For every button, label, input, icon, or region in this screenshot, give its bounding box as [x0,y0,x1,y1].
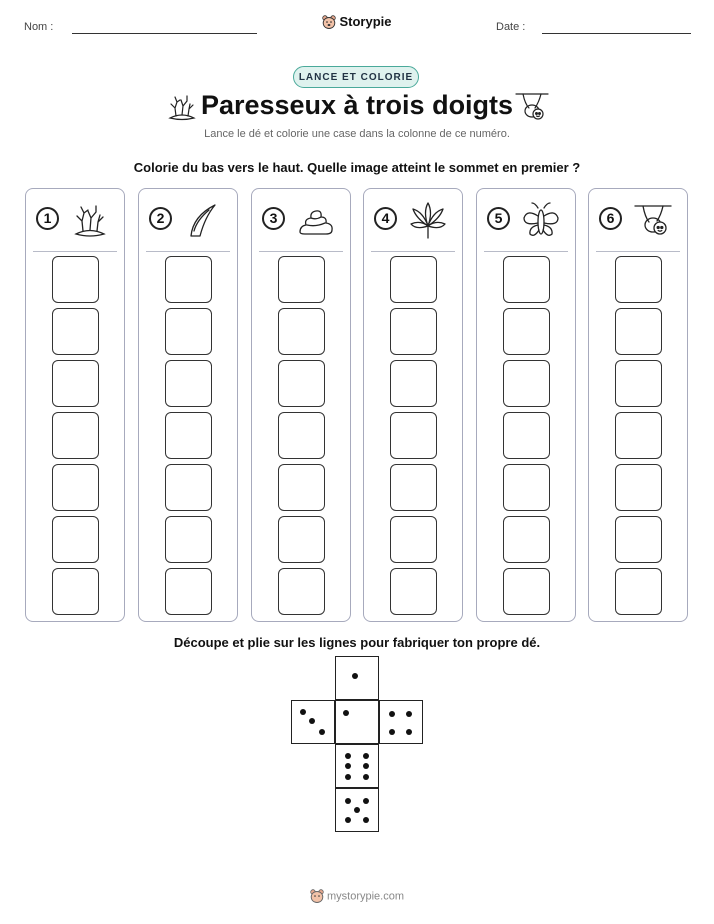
coloring-box[interactable] [503,516,550,563]
column-number: 1 [36,207,59,230]
die-face-1 [335,656,379,700]
column-1 [25,188,125,622]
column-2 [138,188,238,622]
coloring-box[interactable] [615,568,662,615]
column-number: 5 [487,207,510,230]
die-pip [345,817,351,823]
name-field[interactable] [72,33,257,34]
coloring-box[interactable] [278,568,325,615]
coloring-box[interactable] [615,360,662,407]
moth-icon [521,200,561,240]
instruction-text: Colorie du bas vers le haut. Quelle image atteint le sommet en premier ? [133,160,581,175]
die-pip [309,718,315,724]
footer-url[interactable]: mystorypie.com [326,890,405,903]
die-pip [345,798,351,804]
coloring-box[interactable] [615,516,662,563]
claw-icon [183,200,223,240]
storypie-bear-icon [310,889,324,904]
column-number: 2 [149,207,172,230]
page-subtitle: Lance le dé et colorie une case dans la colonne de ce numéro. [204,128,510,140]
coral-icon [70,200,110,240]
coloring-box[interactable] [390,568,437,615]
coloring-box[interactable] [390,360,437,407]
coloring-box[interactable] [615,412,662,459]
footer [0,889,714,904]
coloring-box[interactable] [165,516,212,563]
activity-badge: LANCE ET COLORIE [293,66,419,88]
coloring-box[interactable] [165,568,212,615]
die-pip [389,729,395,735]
brand-name: Storypie [339,14,392,29]
coloring-box[interactable] [165,256,212,303]
die-pip [363,774,369,780]
coloring-box[interactable] [52,516,99,563]
column-number: 3 [262,207,285,230]
coloring-box[interactable] [52,412,99,459]
die-pip [352,673,358,679]
coloring-box[interactable] [278,412,325,459]
dung-icon [296,200,336,240]
coloring-box[interactable] [503,412,550,459]
coloring-box[interactable] [52,256,99,303]
die-face-1 [335,700,379,744]
die-pip [354,807,360,813]
die-pip [389,711,395,717]
coloring-box[interactable] [503,568,550,615]
die-face-4 [379,700,423,744]
die-face-6 [335,744,379,788]
coloring-box[interactable] [390,308,437,355]
coloring-box[interactable] [52,308,99,355]
sloth-icon [633,200,673,240]
die-pip [345,774,351,780]
leaf-icon [408,200,448,240]
coloring-box[interactable] [503,464,550,511]
coloring-box[interactable] [278,308,325,355]
coloring-box[interactable] [503,256,550,303]
die-pip [363,753,369,759]
die-pip [300,709,306,715]
column-3 [251,188,351,622]
name-label: Nom : [24,21,54,33]
die-pip [319,729,325,735]
coloring-box[interactable] [390,256,437,303]
date-field[interactable] [542,33,691,34]
column-number: 4 [374,207,397,230]
die-pip [363,763,369,769]
die-pip [345,763,351,769]
brand-logo [0,14,714,30]
die-pip [406,729,412,735]
die-face-3 [291,700,335,744]
column-header [252,189,350,251]
coloring-box[interactable] [503,308,550,355]
coloring-box[interactable] [615,464,662,511]
die-pip [406,711,412,717]
die-pip [363,817,369,823]
coloring-box[interactable] [390,412,437,459]
column-number: 6 [599,207,622,230]
die-pip [343,710,349,716]
coloring-box[interactable] [165,360,212,407]
coloring-box[interactable] [278,464,325,511]
column-header [26,189,124,251]
coloring-box[interactable] [615,308,662,355]
die-face-5 [335,788,379,832]
column-header [477,189,575,251]
coloring-box[interactable] [503,360,550,407]
coloring-box[interactable] [165,308,212,355]
page-title: Paresseux à trois doigts [200,90,514,120]
coloring-box[interactable] [278,256,325,303]
coloring-box[interactable] [390,516,437,563]
die-pip [363,798,369,804]
column-4 [363,188,463,622]
coloring-box[interactable] [278,360,325,407]
coloring-box[interactable] [52,360,99,407]
date-label: Date : [496,21,526,33]
column-header [364,189,462,251]
column-header [139,189,237,251]
sloth-icon [515,90,549,124]
coloring-box[interactable] [615,256,662,303]
coloring-box[interactable] [278,516,325,563]
column-5 [476,188,576,622]
coloring-box[interactable] [165,412,212,459]
die-instruction: Découpe et plie sur les lignes pour fabriquer ton propre dé. [173,635,541,650]
coloring-box[interactable] [390,464,437,511]
storypie-bear-icon [322,15,336,30]
coloring-box[interactable] [52,568,99,615]
die-pip [345,753,351,759]
coloring-box[interactable] [165,464,212,511]
column-header [589,189,687,251]
column-6 [588,188,688,622]
coloring-box[interactable] [52,464,99,511]
